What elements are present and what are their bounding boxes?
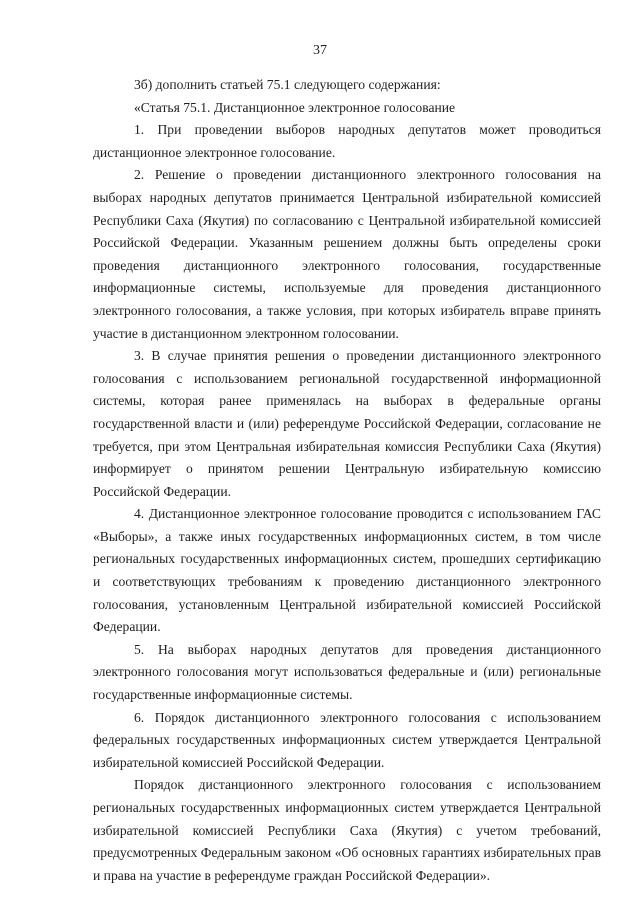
paragraph-1: 1. При проведении выборов народных депутатов может проводиться дистанционное электронное голосование.	[93, 122, 601, 160]
paragraph-7: Порядок дистанционного электронного голосования с использованием региональных государственных информационных систем утверждается Центральной избирательной комиссией Республики Саха (Якутия) с учетом требований, предусмотренных Федеральным законом «Об основных гарантиях избирательных прав и права на участие в референдуме граждан Российской Федерации».	[93, 777, 601, 883]
article-heading: «Статья 75.1. Дистанционное электронное голосование	[134, 99, 456, 115]
amendment-intro: 3б) дополнить статьей 75.1 следующего содержания:	[134, 77, 441, 92]
page-number: 37	[313, 43, 327, 58]
paragraph-6: 6. Порядок дистанционного электронного голосования с использованием федеральных государственных информационных систем утверждается Центральной избирательной комиссией Российской Федерации.	[93, 709, 601, 770]
document-body	[93, 74, 601, 887]
paragraph-3: 3. В случае принятия решения о проведении дистанционного электронного голосования с использованием региональной государственной информационной системы, которая ранее применялась на выборах в федеральные органы государственной власти и (или) референдуме Российской Федерации, согласование не требуется, при этом Центральная избирательная комиссия Республики Саха (Якутия) информирует о принятом решении Центральную избирательную комиссию Российской Федерации.	[93, 348, 601, 499]
paragraph-5: 5. На выборах народных депутатов для проведения дистанционного электронного голосования могут использоваться федеральные и (или) региональные государственные информационные системы.	[93, 641, 601, 703]
paragraph-4: 4. Дистанционное электронное голосование проводится с использованием ГАС «Выборы», а также иных государственных информационных систем, в том числе региональных государственных информационных систем, прошедших сертификацию и соответствующих требованиям к проведению дистанционного электронного голосования, установленным Центральной избирательной комиссией Российской Федерации.	[93, 506, 601, 635]
paragraph-2: 2. Решение о проведении дистанционного электронного голосования на выборах народных депутатов принимается Центральной избирательной комиссией Республики Саха (Якутия) по согласованию с Центральной избирательной комиссией Российской Федерации. Указанным решением должны быть определены сроки проведения дистанционного электронного голосования, государственные информационные системы, используемые для проведения дистанционного электронного голосования, а также условия, при которых избиратель вправе принять участие в дистанционном электронном голосовании.	[93, 167, 601, 341]
